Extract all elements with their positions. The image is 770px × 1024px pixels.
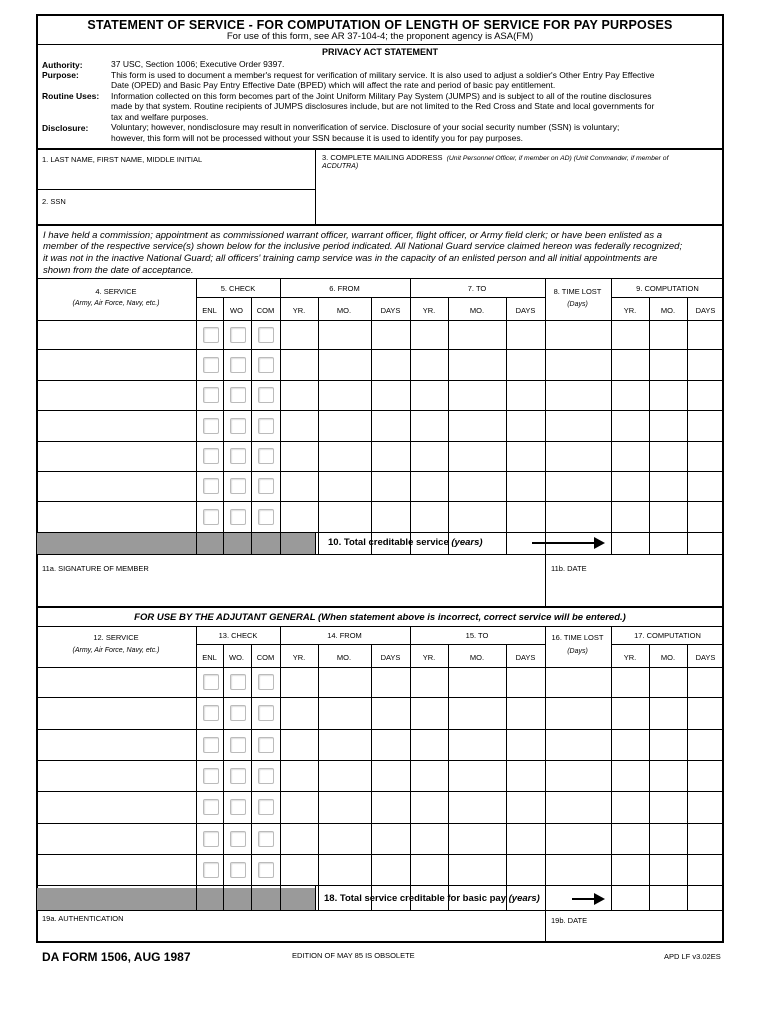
wo-header: WO — [230, 306, 243, 315]
comp-days-header-2: DAYS — [695, 653, 716, 662]
divider — [36, 910, 724, 911]
from-yr-header-2: YR. — [292, 653, 306, 662]
to-mo-header: MO. — [469, 306, 485, 315]
comp-yr-header-2: YR. — [623, 653, 637, 662]
t1-enl-checkbox[interactable] — [203, 478, 219, 494]
t2-service-cell[interactable] — [37, 855, 195, 884]
divider — [448, 645, 449, 910]
routine-uses-text-3: tax and welfare purposes. — [111, 111, 209, 122]
t2-wo-checkbox[interactable] — [230, 768, 246, 784]
t2-com-checkbox[interactable] — [258, 862, 274, 878]
total-creditable-unit: (years) — [451, 537, 483, 548]
t2-wo-checkbox[interactable] — [230, 799, 246, 815]
disclosure-text-2: however, this form will not be processed without your SSN because it is used to identify you for pay purposes. — [111, 132, 523, 143]
divider — [448, 297, 449, 554]
time-lost-header-2: 16. TIME LOST — [551, 633, 604, 642]
wo-header-2: WO. — [229, 653, 244, 662]
divider — [36, 885, 724, 886]
address-label-text: 3. COMPLETE MAILING ADDRESS — [322, 153, 443, 162]
t1-enl-checkbox[interactable] — [203, 448, 219, 464]
certification-text-1: I have held a commission; appointment as commissioned warrant officer, warrant officer, flight officer, or Army field clerk; or have been enlisted as a — [43, 229, 663, 241]
divider — [611, 644, 724, 645]
t1-service-cell[interactable] — [37, 472, 195, 500]
t1-enl-checkbox[interactable] — [203, 357, 219, 373]
routine-uses-text-1: Information collected on this form becomes part of the Joint Uniform Military Pay System (JUMPS) and is subject to all of the routine disclosures — [111, 90, 652, 101]
computation-header-2: 17. COMPUTATION — [634, 631, 701, 640]
t2-service-cell[interactable] — [37, 668, 195, 696]
certification-text-4: shown from the date of acceptance. — [43, 264, 194, 276]
divider — [196, 626, 197, 910]
divider — [545, 554, 546, 606]
divider — [371, 297, 372, 554]
arrow-right-icon — [532, 542, 596, 544]
t1-enl-checkbox[interactable] — [203, 387, 219, 403]
from-header-2: 14. FROM — [327, 631, 362, 640]
address-note: (Unit Personnel Officer, if member on AD) (Unit Commander, if member of — [446, 155, 669, 162]
address-field-label — [322, 153, 668, 162]
divider — [687, 297, 688, 554]
t1-service-cell[interactable] — [37, 442, 195, 470]
divider — [315, 532, 316, 554]
divider — [251, 297, 252, 554]
comp-days-header: DAYS — [695, 306, 716, 315]
ssn-field[interactable] — [37, 207, 314, 223]
signature-label: 11a. SIGNATURE OF MEMBER — [42, 564, 149, 573]
t2-service-cell[interactable] — [37, 698, 195, 728]
t1-enl-checkbox[interactable] — [203, 327, 219, 343]
from-mo-header-2: MO. — [336, 653, 352, 662]
t2-enl-checkbox[interactable] — [203, 737, 219, 753]
t2-com-checkbox[interactable] — [258, 768, 274, 784]
divider — [545, 278, 546, 554]
purpose-text-1: This form is used to document a member's request for verification of military service. It is also used to adjust a soldier's Other Entry Pay Effective — [111, 69, 655, 80]
t2-enl-checkbox[interactable] — [203, 831, 219, 847]
t1-wo-checkbox[interactable] — [230, 418, 246, 434]
service-note: (Army, Air Force, Navy, etc.) — [72, 300, 160, 307]
t1-service-cell[interactable] — [37, 381, 195, 409]
t2-wo-checkbox[interactable] — [230, 705, 246, 721]
divider — [410, 278, 411, 554]
t1-com-checkbox[interactable] — [258, 327, 274, 343]
divider — [36, 626, 724, 627]
t1-service-cell[interactable] — [37, 411, 195, 440]
service-header: 4. SERVICE — [95, 287, 137, 296]
divider — [280, 626, 281, 910]
authentication-field[interactable] — [37, 924, 543, 941]
to-mo-header-2: MO. — [469, 653, 485, 662]
total-service-unit: (years) — [508, 893, 540, 904]
divider — [410, 626, 411, 910]
divider — [611, 297, 724, 298]
t2-service-cell[interactable] — [37, 824, 195, 853]
total-service-label — [324, 893, 540, 904]
check-header: 5. CHECK — [220, 284, 256, 293]
ssn-field-label: 2. SSN — [42, 197, 66, 206]
version-note: APD LF v3.02ES — [664, 952, 721, 961]
routine-uses-text-2: made by that system. Routine recipients of JUMPS disclosures include, but are not limited to the Red Cross and State and local governments for — [111, 101, 655, 111]
t1-com-checkbox[interactable] — [258, 478, 274, 494]
disclosure-text-1: Voluntary; however, nondisclosure may result in nonverification of service. Disclosure of your social security number (SSN) is voluntary; — [111, 122, 620, 132]
from-mo-header: MO. — [336, 306, 352, 315]
divider — [36, 148, 724, 150]
t2-com-checkbox[interactable] — [258, 799, 274, 815]
t1-wo-checkbox[interactable] — [230, 327, 246, 343]
shaded-area — [37, 888, 315, 910]
adjutant-heading: FOR USE BY THE ADJUTANT GENERAL (When statement above is incorrect, correct service will be entered.) — [134, 612, 626, 623]
total-service-text: 18. Total service creditable for basic pay — [324, 893, 506, 904]
t2-service-cell[interactable] — [37, 792, 195, 822]
t2-enl-checkbox[interactable] — [203, 862, 219, 878]
certification-text-3: it was not in the inactive National Guard; all officers' training camp service was in the capacity of an enlisted person and all initial appointments are — [43, 252, 658, 264]
to-yr-header-2: YR. — [422, 653, 436, 662]
divider — [611, 532, 612, 554]
divider — [196, 297, 280, 298]
computation-header: 9. COMPUTATION — [636, 284, 699, 293]
to-days-header-2: DAYS — [515, 653, 536, 662]
from-days-header-2: DAYS — [380, 653, 401, 662]
divider — [371, 645, 372, 910]
t1-wo-checkbox[interactable] — [230, 509, 246, 525]
form-subtitle: For use of this form, see AR 37-104-4; the proponent agency is ASA(FM) — [226, 31, 534, 42]
purpose-label: Purpose: — [42, 70, 79, 80]
to-days-header: DAYS — [515, 306, 536, 315]
t2-service-cell[interactable] — [37, 730, 195, 759]
t2-service-cell[interactable] — [37, 761, 195, 790]
t1-com-checkbox[interactable] — [258, 448, 274, 464]
divider — [315, 885, 316, 910]
t1-wo-checkbox[interactable] — [230, 357, 246, 373]
service-header-2: 12. SERVICE — [93, 633, 139, 642]
t2-wo-checkbox[interactable] — [230, 674, 246, 690]
name-field-label: 1. LAST NAME, FIRST NAME, MIDDLE INITIAL — [42, 155, 203, 164]
comp-mo-header: MO. — [660, 306, 676, 315]
divider — [315, 149, 316, 224]
divider — [36, 606, 724, 608]
from-yr-header: YR. — [292, 306, 306, 315]
date-field[interactable] — [546, 575, 722, 605]
t2-com-checkbox[interactable] — [258, 674, 274, 690]
t2-wo-checkbox[interactable] — [230, 737, 246, 753]
signature-field[interactable] — [37, 575, 543, 605]
arrow-head-icon — [594, 537, 605, 549]
t1-com-checkbox[interactable] — [258, 357, 274, 373]
date-label-2: 19b. DATE — [551, 916, 588, 925]
disclosure-label: Disclosure: — [42, 123, 89, 133]
divider — [36, 278, 724, 279]
divider — [280, 278, 281, 554]
divider — [611, 626, 612, 910]
divider — [196, 278, 197, 554]
t1-com-checkbox[interactable] — [258, 418, 274, 434]
divider — [223, 297, 224, 554]
divider — [36, 44, 724, 45]
to-yr-header: YR. — [422, 306, 436, 315]
divider — [318, 645, 319, 910]
divider — [649, 297, 650, 554]
check-header-2: 13. CHECK — [218, 631, 258, 640]
divider — [196, 644, 280, 645]
t1-enl-checkbox[interactable] — [203, 418, 219, 434]
purpose-text-2: Date (OPED) and Basic Pay Entry Effective Date (BPED) which will affect the rate and period of basic pay entitlement. — [111, 80, 556, 90]
t1-wo-checkbox[interactable] — [230, 387, 246, 403]
arrow-head-icon — [594, 893, 605, 905]
comp-mo-header-2: MO. — [660, 653, 676, 662]
service-note-2: (Army, Air Force, Navy, etc.) — [72, 647, 160, 654]
divider — [649, 645, 650, 910]
t2-enl-checkbox[interactable] — [203, 705, 219, 721]
to-header-2: 15. TO — [465, 631, 489, 640]
divider — [545, 910, 546, 942]
divider — [223, 645, 224, 910]
from-header: 6. FROM — [329, 284, 360, 293]
address-field[interactable] — [317, 174, 722, 222]
t1-enl-checkbox[interactable] — [203, 509, 219, 525]
to-header: 7. TO — [467, 284, 487, 293]
time-lost-header: 8. TIME LOST — [553, 287, 602, 296]
arrow-right-icon — [572, 898, 596, 900]
com-header-2: COM — [256, 653, 275, 662]
date-field-2[interactable] — [546, 926, 722, 941]
edition-note: EDITION OF MAY 85 IS OBSOLETE — [292, 951, 415, 960]
enl-header-2: ENL — [202, 653, 217, 662]
divider — [545, 626, 546, 910]
date-label: 11b. DATE — [551, 564, 587, 573]
address-note-2: ACDUTRA) — [322, 163, 359, 170]
com-header: COM — [256, 306, 275, 315]
t2-enl-checkbox[interactable] — [203, 768, 219, 784]
t2-enl-checkbox[interactable] — [203, 674, 219, 690]
divider — [36, 224, 724, 226]
divider — [611, 278, 612, 554]
t2-wo-checkbox[interactable] — [230, 831, 246, 847]
time-lost-note-2: (Days) — [567, 648, 588, 655]
certification-text-2: member of the respective service(s) shown below for the inclusive period indicated. All National Guard service claimed hereon was federally recognized; — [43, 241, 683, 253]
t2-wo-checkbox[interactable] — [230, 862, 246, 878]
total-creditable-field[interactable] — [612, 532, 723, 554]
divider — [36, 189, 316, 190]
t2-com-checkbox[interactable] — [258, 705, 274, 721]
divider — [506, 297, 507, 554]
divider — [611, 885, 612, 910]
authority-label: Authority: — [42, 60, 83, 70]
t2-com-checkbox[interactable] — [258, 737, 274, 753]
name-field[interactable] — [37, 166, 314, 188]
total-service-field[interactable] — [612, 888, 723, 910]
privacy-heading: PRIVACY ACT STATEMENT — [321, 47, 438, 57]
divider — [251, 645, 252, 910]
t1-wo-checkbox[interactable] — [230, 478, 246, 494]
t2-com-checkbox[interactable] — [258, 831, 274, 847]
t1-wo-checkbox[interactable] — [230, 448, 246, 464]
divider — [318, 297, 319, 554]
t1-service-cell[interactable] — [37, 350, 195, 379]
t1-com-checkbox[interactable] — [258, 387, 274, 403]
divider — [36, 532, 724, 533]
t2-enl-checkbox[interactable] — [203, 799, 219, 815]
form-id: DA FORM 1506, AUG 1987 — [42, 950, 191, 964]
authority-text: 37 USC, Section 1006; Executive Order 9397. — [111, 59, 285, 69]
total-creditable-text: 10. Total creditable service — [328, 537, 449, 548]
form-title: STATEMENT OF SERVICE - FOR COMPUTATION OF LENGTH OF SERVICE FOR PAY PURPOSES — [87, 18, 673, 32]
t1-service-cell[interactable] — [37, 502, 195, 531]
divider — [506, 645, 507, 910]
from-days-header: DAYS — [380, 306, 401, 315]
t1-com-checkbox[interactable] — [258, 509, 274, 525]
shaded-area — [37, 532, 315, 554]
total-creditable-label — [328, 537, 483, 548]
t1-service-cell[interactable] — [37, 321, 195, 348]
authentication-label: 19a. AUTHENTICATION — [42, 914, 124, 923]
time-lost-note: (Days) — [567, 301, 588, 308]
divider — [36, 554, 724, 555]
divider — [687, 645, 688, 910]
comp-yr-header: YR. — [623, 306, 637, 315]
routine-uses-label: Routine Uses: — [42, 91, 100, 101]
enl-header: ENL — [202, 306, 217, 315]
